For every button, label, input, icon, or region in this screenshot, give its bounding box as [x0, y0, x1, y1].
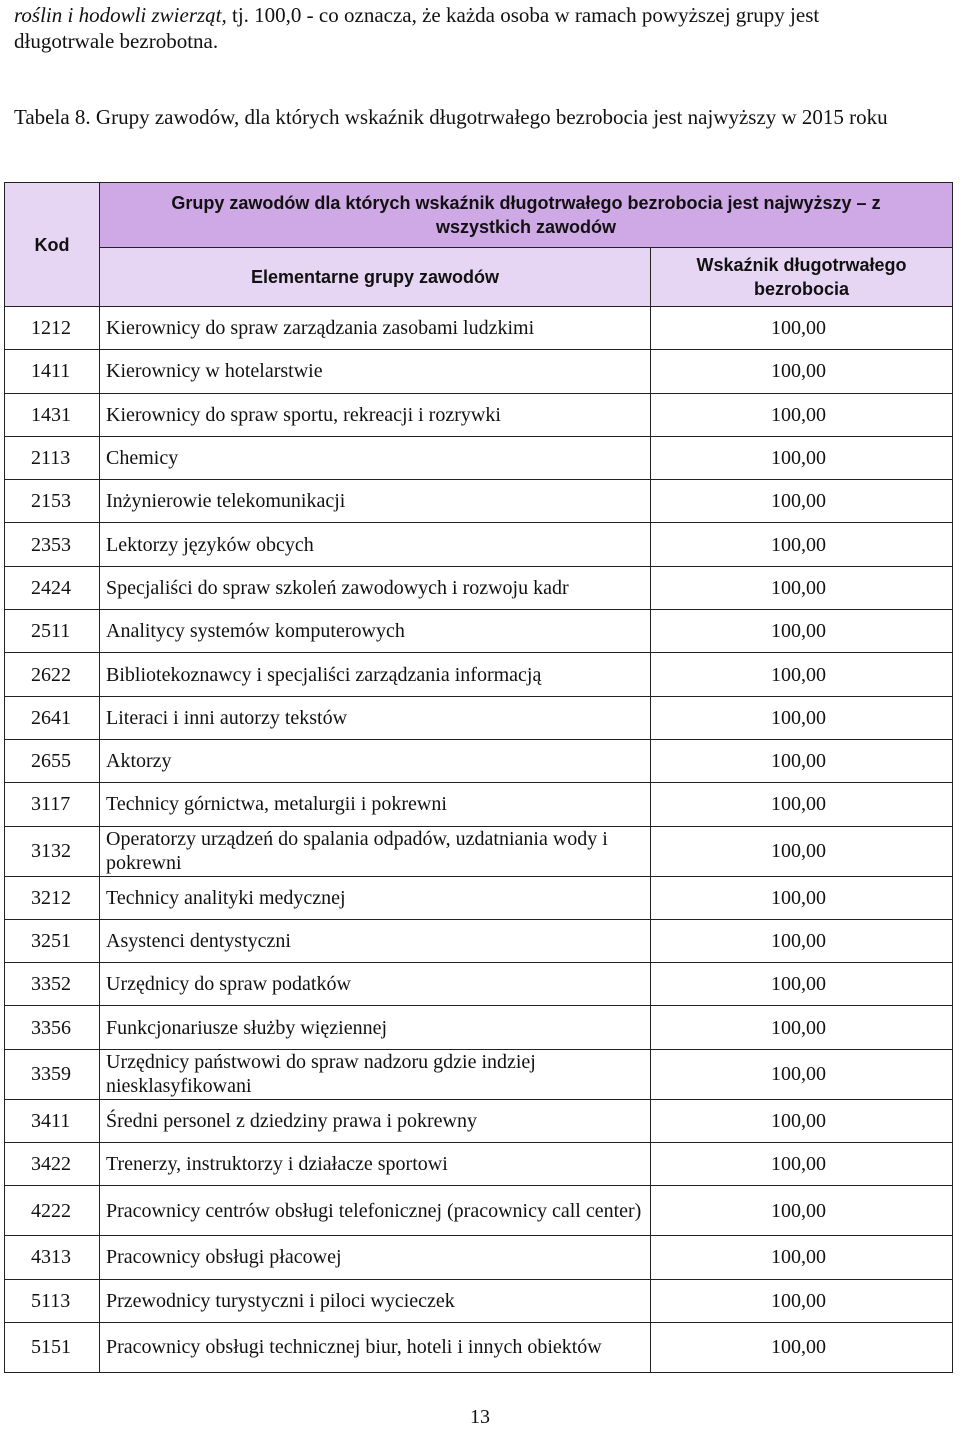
row-value: 100,00: [651, 436, 953, 479]
row-value: 100,00: [651, 919, 953, 962]
row-kod: 3359: [5, 1049, 100, 1099]
table-row: [5, 1322, 953, 1372]
row-name: Lektorzy języków obcych: [100, 523, 651, 566]
intro-paragraph: [14, 2, 954, 54]
row-kod: 5151: [5, 1322, 100, 1372]
row-value: 100,00: [651, 610, 953, 653]
row-name: Technicy analityki medycznej: [100, 876, 651, 919]
row-value: 100,00: [651, 739, 953, 782]
page-number: 13: [470, 1406, 490, 1428]
table-row: [5, 610, 953, 653]
row-value: 100,00: [651, 1049, 953, 1099]
row-kod: 3132: [5, 826, 100, 876]
row-kod: 4313: [5, 1236, 100, 1279]
row-kod: 1212: [5, 307, 100, 350]
row-kod: 3352: [5, 963, 100, 1006]
row-kod: 3251: [5, 919, 100, 962]
row-kod: 3212: [5, 876, 100, 919]
row-name: Kierownicy do spraw sportu, rekreacji i rozrywki: [100, 393, 651, 436]
table-row: [5, 1236, 953, 1279]
row-value: 100,00: [651, 826, 953, 876]
row-name: Analitycy systemów komputerowych: [100, 610, 651, 653]
row-kod: 1431: [5, 393, 100, 436]
occupations-table: [4, 182, 953, 1373]
row-name: Literaci i inni autorzy tekstów: [100, 696, 651, 739]
row-name: Operatorzy urządzeń do spalania odpadów, uzdatniania wody i pokrewni: [100, 826, 651, 876]
row-name: Pracownicy obsługi płacowej: [100, 1236, 651, 1279]
row-value: 100,00: [651, 307, 953, 350]
row-name: Chemicy: [100, 436, 651, 479]
row-value: 100,00: [651, 523, 953, 566]
header-indicator: Wskaźnik długotrwałego bezrobocia: [651, 248, 953, 307]
row-value: 100,00: [651, 783, 953, 826]
row-name: Kierownicy do spraw zarządzania zasobami ludzkimi: [100, 307, 651, 350]
table-row: [5, 350, 953, 393]
row-name: Pracownicy centrów obsługi telefonicznej (pracownicy call center): [100, 1186, 651, 1236]
row-name: Asystenci dentystyczni: [100, 919, 651, 962]
row-kod: 3411: [5, 1099, 100, 1142]
table-row: [5, 876, 953, 919]
row-name: Kierownicy w hotelarstwie: [100, 350, 651, 393]
row-value: 100,00: [651, 876, 953, 919]
row-name: Bibliotekoznawcy i specjaliści zarządzania informacją: [100, 653, 651, 696]
intro-line2: długotrwale bezrobotna.: [14, 29, 219, 53]
table-row: [5, 653, 953, 696]
row-name: Średni personel z dziedziny prawa i pokrewny: [100, 1099, 651, 1142]
table-row: [5, 783, 953, 826]
table-row: [5, 480, 953, 523]
header-kod: Kod: [5, 183, 100, 307]
table-row: [5, 523, 953, 566]
row-name: Pracownicy obsługi technicznej biur, hoteli i innych obiektów: [100, 1322, 651, 1372]
table-row: [5, 826, 953, 876]
table-row: [5, 307, 953, 350]
table-row: [5, 919, 953, 962]
row-name: Funkcjonariusze służby więziennej: [100, 1006, 651, 1049]
row-value: 100,00: [651, 1099, 953, 1142]
row-value: 100,00: [651, 1236, 953, 1279]
row-kod: 3117: [5, 783, 100, 826]
row-value: 100,00: [651, 1322, 953, 1372]
row-kod: 2153: [5, 480, 100, 523]
row-name: Urzędnicy państwowi do spraw nadzoru gdzie indziej niesklasyfikowani: [100, 1049, 651, 1099]
table-row: [5, 566, 953, 609]
row-kod: 3422: [5, 1143, 100, 1186]
header-name: Elementarne grupy zawodów: [100, 248, 651, 307]
table-row: [5, 1143, 953, 1186]
intro-line1: tj. 100,0 - co oznacza, że każda osoba w ramach powyższej grupy jest: [226, 3, 820, 27]
table-row: [5, 436, 953, 479]
table-row: [5, 696, 953, 739]
header-group-title: Grupy zawodów dla których wskaźnik długotrwałego bezrobocia jest najwyższy – z wszystkich zawodów: [100, 183, 953, 248]
row-name: Trenerzy, instruktorzy i działacze sportowi: [100, 1143, 651, 1186]
row-value: 100,00: [651, 696, 953, 739]
row-kod: 5113: [5, 1279, 100, 1322]
row-value: 100,00: [651, 1279, 953, 1322]
row-value: 100,00: [651, 1143, 953, 1186]
row-name: Aktorzy: [100, 739, 651, 782]
row-kod: 2511: [5, 610, 100, 653]
row-value: 100,00: [651, 1006, 953, 1049]
row-kod: 2641: [5, 696, 100, 739]
table-row: [5, 963, 953, 1006]
intro-italic: roślin i hodowli zwierząt,: [14, 3, 227, 27]
table-row: [5, 1279, 953, 1322]
row-value: 100,00: [651, 480, 953, 523]
row-value: 100,00: [651, 350, 953, 393]
row-name: Przewodnicy turystyczni i piloci wycieczek: [100, 1279, 651, 1322]
row-value: 100,00: [651, 566, 953, 609]
table-caption: [14, 104, 954, 130]
table-row: [5, 1186, 953, 1236]
table-row: [5, 1049, 953, 1099]
row-kod: 2424: [5, 566, 100, 609]
row-kod: 3356: [5, 1006, 100, 1049]
row-name: Specjaliści do spraw szkoleń zawodowych i rozwoju kadr: [100, 566, 651, 609]
row-name: Inżynierowie telekomunikacji: [100, 480, 651, 523]
row-value: 100,00: [651, 653, 953, 696]
table-row: [5, 1006, 953, 1049]
table-body: [5, 307, 953, 1373]
caption-label: Tabela 8.: [14, 105, 91, 129]
row-value: 100,00: [651, 1186, 953, 1236]
row-kod: 2655: [5, 739, 100, 782]
row-kod: 4222: [5, 1186, 100, 1236]
table-row: [5, 393, 953, 436]
row-kod: 2622: [5, 653, 100, 696]
row-kod: 2353: [5, 523, 100, 566]
row-name: Technicy górnictwa, metalurgii i pokrewni: [100, 783, 651, 826]
row-name: Urzędnicy do spraw podatków: [100, 963, 651, 1006]
row-kod: 1411: [5, 350, 100, 393]
row-kod: 2113: [5, 436, 100, 479]
table-row: [5, 1099, 953, 1142]
row-value: 100,00: [651, 963, 953, 1006]
row-value: 100,00: [651, 393, 953, 436]
table-row: [5, 739, 953, 782]
caption-text: Grupy zawodów, dla których wskaźnik długotrwałego bezrobocia jest najwyższy w 2015 roku: [90, 105, 888, 129]
